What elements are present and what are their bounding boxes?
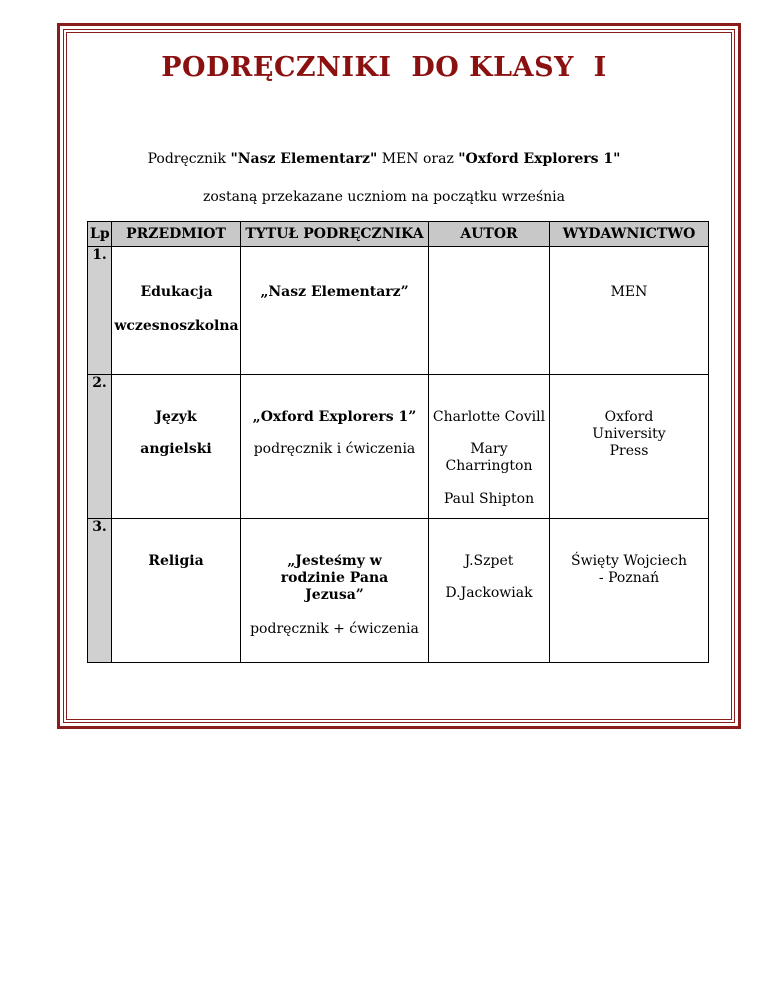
author-cell xyxy=(429,519,550,663)
title-line-2: podręcznik + ćwiczenia xyxy=(250,621,419,637)
table-header-row xyxy=(88,222,709,247)
title-cell xyxy=(241,375,429,519)
page-title: PODRĘCZNIKI DO KLASY I xyxy=(161,52,607,83)
author-line-1: J.Szpet xyxy=(464,553,514,569)
header-subject: PRZEDMIOT xyxy=(112,222,241,247)
row-number: 2. xyxy=(88,375,112,519)
publisher-text: MEN xyxy=(610,284,648,300)
subject-line-1: Język xyxy=(155,409,197,425)
header-title: TYTUŁ PODRĘCZNIKA xyxy=(241,222,429,247)
author-line-2: D.Jackowiak xyxy=(445,585,533,601)
title-cell xyxy=(241,247,429,375)
author-line-2: Mary Charrington xyxy=(445,441,533,474)
subject-cell xyxy=(112,247,241,375)
header-author: AUTOR xyxy=(429,222,550,247)
title-cell xyxy=(241,519,429,663)
intro-prefix: Podręcznik xyxy=(147,151,231,167)
table-row xyxy=(88,375,709,519)
row-number: 1. xyxy=(88,247,112,375)
author-cell xyxy=(429,247,550,375)
subject-line-2: angielski xyxy=(140,441,212,457)
intro-book-1: "Nasz Elementarz" xyxy=(230,151,378,167)
subject-line-1: Edukacja xyxy=(140,284,213,300)
title-line-2: podręcznik i ćwiczenia xyxy=(253,441,416,457)
author-line-3: Paul Shipton xyxy=(443,491,535,507)
publisher-cell xyxy=(550,247,709,375)
author-cell xyxy=(429,375,550,519)
intro-line-2: zostaną przekazane uczniom na początku września xyxy=(203,189,565,205)
table-row xyxy=(88,519,709,663)
table-row xyxy=(88,247,709,375)
subject-line-2: wczesnoszkolna xyxy=(114,318,239,334)
title-line-1: „Nasz Elementarz” xyxy=(260,284,409,300)
intro-book-2: "Oxford Explorers 1" xyxy=(458,151,621,167)
header-lp: Lp xyxy=(88,222,112,247)
subject-line-1: Religia xyxy=(148,553,204,569)
title-line-1: „Oxford Explorers 1” xyxy=(252,409,417,425)
subject-cell xyxy=(112,519,241,663)
author-line-1: Charlotte Covill xyxy=(432,409,546,425)
textbook-table xyxy=(87,221,709,663)
intro-middle: MEN oraz xyxy=(377,151,459,167)
row-number: 3. xyxy=(88,519,112,663)
intro-line-1 xyxy=(0,151,768,167)
header-publisher: WYDAWNICTWO xyxy=(550,222,709,247)
publisher-cell xyxy=(550,519,709,663)
subject-cell xyxy=(112,375,241,519)
publisher-text: Oxford University Press xyxy=(592,409,666,459)
publisher-cell xyxy=(550,375,709,519)
publisher-text: Święty Wojciech - Poznań xyxy=(571,553,687,586)
title-line-1: „Jesteśmy w rodzinie Pana Jezusa” xyxy=(280,553,389,603)
